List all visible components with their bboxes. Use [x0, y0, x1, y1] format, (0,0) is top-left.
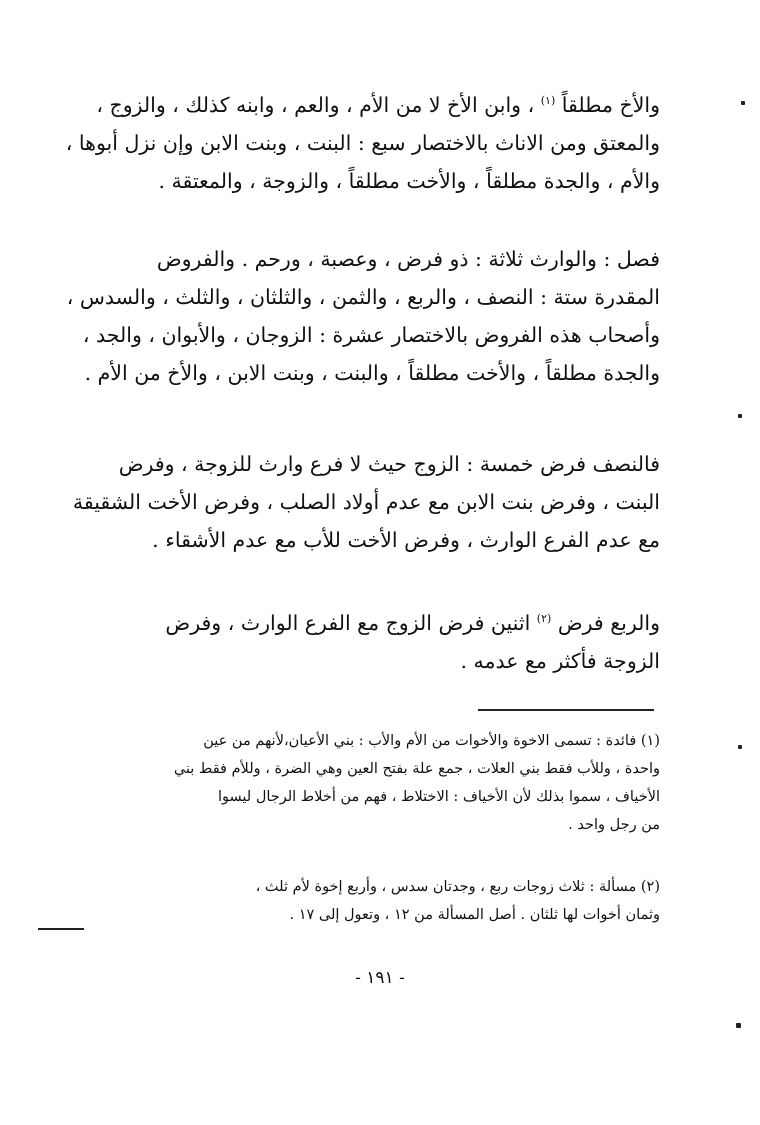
margin-mark — [736, 1023, 741, 1028]
margin-mark — [741, 101, 745, 105]
text-line: فصل : والوارث ثلاثة : ذو فرض ، وعصبة ، ورحم . والفروض — [156, 247, 660, 271]
footnote-2 — [60, 873, 660, 929]
text-line: والجدة مطلقاً ، والأخت مطلقاً ، والبنت ، وبنت الابن ، والأخ من الأم . — [84, 361, 660, 385]
text-line: الزوجة فأكثر مع عدمه . — [460, 648, 660, 673]
text-line: المقدرة ستة : النصف ، والربع ، والثمن ، والثلثان ، والثلث ، والسدس ، — [66, 285, 660, 309]
text-line: والأخ مطلقاً $^{(١)}$ ، وابن الأخ لا من الأم ، والعم ، وابنه كذلك ، والزوج ، — [96, 92, 660, 117]
paragraph-section-heirs-types — [60, 240, 660, 392]
paragraph-heirs-list — [60, 82, 660, 200]
footnote-ref: (١) — [540, 94, 556, 107]
text-line: مع عدم الفرع الوارث ، وفرض الأخت للأب مع عدم الأشقاء . — [152, 528, 660, 552]
text-line: وأصحاب هذه الفروض بالاختصار عشرة : الزوجان ، والأبوان ، والجد ، — [82, 323, 660, 347]
footnote-1 — [60, 727, 660, 839]
dash-mark — [38, 928, 84, 930]
footnote-separator — [478, 709, 654, 711]
text-line: والربع فرض $^{(٢)}$ اثنين فرض الزوج مع الفرع الوارث ، وفرض — [165, 610, 660, 635]
paragraph-quarter-share — [60, 600, 660, 680]
margin-mark — [738, 745, 742, 749]
text-line: والمعتق ومن الاناث بالاختصار سبع : البنت ، وبنت الابن وإن نزل أبوها ، — [65, 130, 660, 155]
text-line: البنت ، وفرض بنت الابن مع عدم أولاد الصلب ، وفرض الأخت الشقيقة — [72, 490, 660, 514]
page-number: - ١٩١ - — [355, 968, 405, 988]
margin-mark — [738, 414, 742, 418]
text-line: (١) فائدة : تسمى الاخوة والأخوات من الأم والأب : بني الأعيان،لأنهم من عين — [203, 733, 660, 749]
text-line: وثمان أخوات لها ثلثان . أصل المسألة من ١٢ ، وتعول إلى ١٧ . — [289, 907, 660, 923]
text-line: واحدة ، وللأب فقط بني العلات ، جمع علة بفتح العين وهي الضرة ، وللأم فقط بني — [173, 761, 660, 777]
footnote-ref: (٢) — [536, 612, 552, 625]
paragraph-half-share — [60, 445, 660, 559]
text-line: والأم ، والجدة مطلقاً ، والأخت مطلقاً ، والزوجة ، والمعتقة . — [158, 168, 660, 193]
text-line: الأخياف ، سموا بذلك لأن الأخياف : الاختلاط ، فهم من أخلاط الرجال ليسوا — [217, 789, 660, 805]
text-line: من رجل واحد . — [568, 817, 660, 833]
text-line: فالنصف فرض خمسة : الزوج حيث لا فرع وارث للزوجة ، وفرض — [118, 452, 660, 476]
text-line: (٢) مسألة : ثلاث زوجات ربع ، وجدتان سدس ، وأربع إخوة لأم ثلث ، — [255, 879, 660, 895]
